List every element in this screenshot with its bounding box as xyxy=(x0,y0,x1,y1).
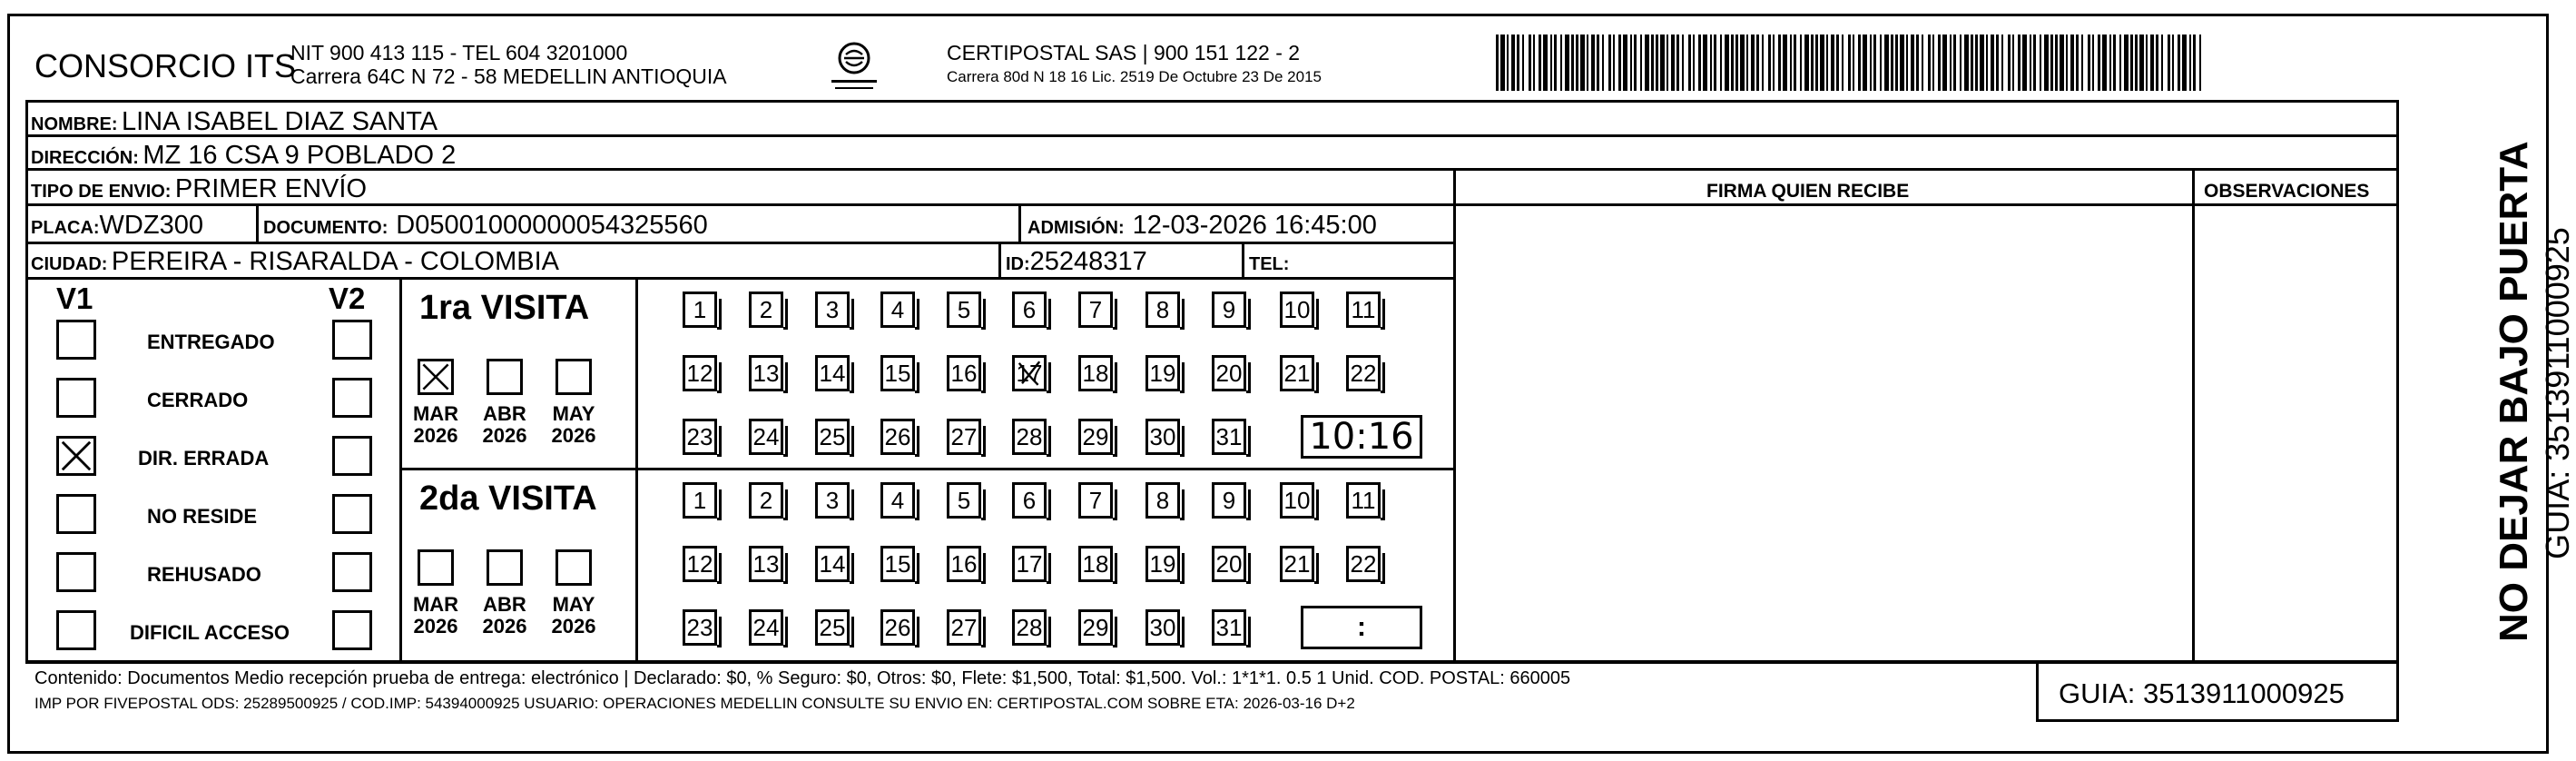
day-box[interactable] xyxy=(1012,546,1047,582)
day-number: 28 xyxy=(1016,422,1043,450)
day-number: 3 xyxy=(825,486,840,514)
day-box[interactable] xyxy=(880,546,915,582)
day-number: 16 xyxy=(950,549,978,578)
day-box[interactable] xyxy=(683,609,717,646)
day-box[interactable] xyxy=(1078,419,1113,455)
day-box[interactable] xyxy=(1280,482,1314,519)
visit-time[interactable]: 10:16 xyxy=(1301,415,1422,459)
day-number: 17 xyxy=(1016,549,1043,578)
name-label: NOMBRE: xyxy=(31,114,118,134)
day-box[interactable] xyxy=(683,546,717,582)
day-number: 15 xyxy=(884,359,911,387)
admission-date: 12-03-2026 16:45:00 xyxy=(1132,211,1377,240)
day-box[interactable] xyxy=(947,419,981,455)
day-number: 7 xyxy=(1088,486,1103,514)
day-number: 11 xyxy=(1351,486,1376,514)
day-box[interactable] xyxy=(749,609,783,646)
day-box[interactable] xyxy=(880,292,915,328)
day-number: 15 xyxy=(884,549,911,578)
day-number: 29 xyxy=(1082,422,1109,450)
day-box[interactable] xyxy=(1212,482,1246,519)
document-number: D05001000000054325560 xyxy=(396,211,708,240)
day-number: 31 xyxy=(1215,422,1243,450)
day-box[interactable] xyxy=(1212,546,1246,582)
month-label: MAR 2026 xyxy=(412,402,459,448)
day-box[interactable] xyxy=(1145,482,1180,519)
day-box[interactable] xyxy=(1280,546,1314,582)
day-box[interactable] xyxy=(1012,419,1047,455)
day-number: 24 xyxy=(752,613,780,641)
v1-checkbox[interactable] xyxy=(56,378,96,418)
day-number: 6 xyxy=(1022,295,1037,323)
day-box[interactable] xyxy=(749,419,783,455)
recipient-name: LINA ISABEL DIAZ SANTA xyxy=(122,107,438,136)
day-number: 4 xyxy=(890,295,905,323)
day-box[interactable] xyxy=(1346,292,1381,328)
side-warning: NO DEJAR BAJO PUERTA xyxy=(2492,141,2536,642)
company-name: CONSORCIO ITS xyxy=(34,47,297,84)
day-box[interactable] xyxy=(683,482,717,519)
day-number: 7 xyxy=(1088,295,1103,323)
status-option-label: DIFICIL ACCESO xyxy=(130,621,290,644)
day-number: 5 xyxy=(957,295,971,323)
day-box[interactable] xyxy=(1145,292,1180,328)
company-nit: NIT 900 413 115 - TEL 604 3201000 xyxy=(290,41,628,64)
recipient-id: 25248317 xyxy=(1029,247,1147,276)
day-box[interactable] xyxy=(815,292,850,328)
ship-type: PRIMER ENVÍO xyxy=(174,174,368,203)
day-box[interactable] xyxy=(1012,482,1047,519)
plate-label: PLACA: xyxy=(31,218,100,238)
day-number: 20 xyxy=(1215,359,1243,387)
company-address: Carrera 64C N 72 - 58 MEDELLIN ANTIOQUIA xyxy=(290,64,727,88)
day-number: 8 xyxy=(1155,486,1170,514)
day-box[interactable] xyxy=(880,355,915,391)
day-number: 5 xyxy=(957,486,971,514)
tel-label: TEL: xyxy=(1249,254,1290,274)
day-number: 24 xyxy=(752,422,780,450)
month-checkbox[interactable] xyxy=(418,359,454,395)
day-number: 27 xyxy=(950,613,978,641)
day-box[interactable] xyxy=(749,292,783,328)
day-number: 28 xyxy=(1016,613,1043,641)
day-box[interactable] xyxy=(1012,355,1047,391)
v2-checkbox[interactable] xyxy=(332,494,372,534)
day-box[interactable] xyxy=(1280,355,1314,391)
day-box[interactable] xyxy=(1078,482,1113,519)
certipostal-logo xyxy=(828,38,880,94)
day-number: 13 xyxy=(752,549,780,578)
day-box[interactable] xyxy=(1145,355,1180,391)
day-box[interactable] xyxy=(749,546,783,582)
day-box[interactable] xyxy=(1212,355,1246,391)
day-box[interactable] xyxy=(749,482,783,519)
day-number: 30 xyxy=(1149,422,1176,450)
day-box[interactable] xyxy=(1078,292,1113,328)
v1-checkbox[interactable] xyxy=(56,494,96,534)
footer-guia: GUIA: 3513911000925 xyxy=(2059,677,2345,709)
month-checkbox[interactable] xyxy=(487,359,523,395)
day-number: 14 xyxy=(819,359,846,387)
day-number: 9 xyxy=(1222,295,1236,323)
day-number: 2 xyxy=(759,486,773,514)
day-box[interactable] xyxy=(880,482,915,519)
day-box[interactable] xyxy=(1145,546,1180,582)
v2-checkbox[interactable] xyxy=(332,378,372,418)
month-label: MAY 2026 xyxy=(551,402,596,448)
day-box[interactable] xyxy=(749,355,783,391)
day-number: 30 xyxy=(1149,613,1176,641)
visit-title: 2da VISITA xyxy=(419,479,597,518)
visit-title: 1ra VISITA xyxy=(419,289,590,327)
carrier-name: CERTIPOSTAL SAS | 900 151 122 - 2 xyxy=(947,41,1301,64)
month-label: ABR 2026 xyxy=(482,402,527,448)
day-box[interactable] xyxy=(947,546,981,582)
city-label: CIUDAD: xyxy=(31,254,108,274)
status-option-label: CERRADO xyxy=(147,389,249,411)
visit-time[interactable]: : xyxy=(1301,606,1422,649)
day-number: 17 xyxy=(1016,359,1043,387)
v1-checkbox[interactable] xyxy=(56,436,96,476)
v2-checkbox[interactable] xyxy=(332,552,372,592)
day-box[interactable] xyxy=(1280,292,1314,328)
address-label: DIRECCIÓN: xyxy=(31,148,139,168)
plate: WDZ300 xyxy=(99,211,203,240)
month-checkbox[interactable] xyxy=(487,549,523,586)
month-checkbox[interactable] xyxy=(418,549,454,586)
day-box[interactable] xyxy=(947,609,981,646)
day-box[interactable] xyxy=(815,482,850,519)
day-number: 11 xyxy=(1351,295,1376,323)
day-box[interactable] xyxy=(815,609,850,646)
day-number: 23 xyxy=(686,422,713,450)
day-number: 19 xyxy=(1149,549,1176,578)
day-box[interactable] xyxy=(880,609,915,646)
day-box[interactable] xyxy=(947,355,981,391)
day-box[interactable] xyxy=(1346,482,1381,519)
document-label: DOCUMENTO: xyxy=(263,218,388,238)
day-number: 14 xyxy=(819,549,846,578)
day-number: 31 xyxy=(1215,613,1243,641)
status-option-label: REHUSADO xyxy=(147,563,261,586)
day-box[interactable] xyxy=(1145,609,1180,646)
day-number: 18 xyxy=(1082,549,1109,578)
day-number: 21 xyxy=(1283,549,1311,578)
day-number: 12 xyxy=(686,549,713,578)
day-number: 18 xyxy=(1082,359,1109,387)
day-box[interactable] xyxy=(1346,546,1381,582)
day-box[interactable] xyxy=(1346,355,1381,391)
day-number: 12 xyxy=(686,359,713,387)
day-number: 6 xyxy=(1022,486,1037,514)
day-number: 20 xyxy=(1215,549,1243,578)
day-box[interactable] xyxy=(683,419,717,455)
day-number: 25 xyxy=(819,422,846,450)
month-label: ABR 2026 xyxy=(482,593,527,638)
footer-print-info: IMP POR FIVEPOSTAL ODS: 25289500925 / COD.IMP: 54394000925 USUARIO: OPERACIONES MEDELLIN CONSULTE SU ENVIO EN: CERTIPOSTAL.COM SOBRE ETA: 2026-03-16 D+2 xyxy=(34,695,1355,712)
id-label: ID: xyxy=(1006,254,1030,274)
v1-label: V1 xyxy=(56,282,93,315)
recipient-address: MZ 16 CSA 9 POBLADO 2 xyxy=(143,141,457,170)
v2-checkbox[interactable] xyxy=(332,436,372,476)
day-number: 22 xyxy=(1350,359,1377,387)
day-number: 3 xyxy=(825,295,840,323)
day-number: 26 xyxy=(884,422,911,450)
day-box[interactable] xyxy=(683,355,717,391)
day-number: 10 xyxy=(1283,486,1311,514)
day-box[interactable] xyxy=(947,482,981,519)
signature-label: FIRMA QUIEN RECIBE xyxy=(1706,181,1910,202)
day-box[interactable] xyxy=(1212,609,1246,646)
footer-content: Contenido: Documentos Medio recepción prueba de entrega: electrónico | Declarado: $0, % Seguro: $0, Otros: $0, Flete: $1,500, Total: $1,500. Vol.: 1*1*1. 0.5 1 Unid. COD. POSTAL: 660005 xyxy=(34,668,1571,688)
day-number: 26 xyxy=(884,613,911,641)
day-number: 21 xyxy=(1283,359,1311,387)
observations-label: OBSERVACIONES xyxy=(2204,181,2370,202)
day-number: 10 xyxy=(1283,295,1311,323)
day-number: 29 xyxy=(1082,613,1109,641)
city: PEREIRA - RISARALDA - COLOMBIA xyxy=(111,247,560,276)
month-label: MAR 2026 xyxy=(412,593,459,638)
day-number: 25 xyxy=(819,613,846,641)
v2-checkbox[interactable] xyxy=(332,320,372,360)
day-box[interactable] xyxy=(947,292,981,328)
month-checkbox[interactable] xyxy=(556,359,592,395)
day-number: 19 xyxy=(1149,359,1176,387)
day-box[interactable] xyxy=(815,419,850,455)
v1-checkbox[interactable] xyxy=(56,552,96,592)
day-box[interactable] xyxy=(1078,546,1113,582)
day-box[interactable] xyxy=(683,292,717,328)
day-number: 2 xyxy=(759,295,773,323)
admission-label: ADMISIÓN: xyxy=(1027,218,1125,238)
ship-type-label: TIPO DE ENVIO: xyxy=(31,182,172,202)
day-number: 13 xyxy=(752,359,780,387)
day-number: 27 xyxy=(950,422,978,450)
day-box[interactable] xyxy=(1212,292,1246,328)
day-box[interactable] xyxy=(815,546,850,582)
side-guia: GUIA: 3513911000925 xyxy=(2539,227,2576,559)
v2-checkbox[interactable] xyxy=(332,610,372,650)
day-check-mark xyxy=(1015,358,1044,389)
day-number: 23 xyxy=(686,613,713,641)
day-number: 22 xyxy=(1350,549,1377,578)
status-option-label: NO RESIDE xyxy=(147,505,258,528)
day-number: 1 xyxy=(693,295,707,323)
day-box[interactable] xyxy=(1012,292,1047,328)
day-box[interactable] xyxy=(1212,419,1246,455)
month-label: MAY 2026 xyxy=(551,593,596,638)
day-number: 4 xyxy=(890,486,905,514)
day-box[interactable] xyxy=(880,419,915,455)
day-number: 9 xyxy=(1222,486,1236,514)
month-checkbox[interactable] xyxy=(556,549,592,586)
v1-checkbox[interactable] xyxy=(56,320,96,360)
day-box[interactable] xyxy=(1145,419,1180,455)
carrier-address: Carrera 80d N 18 16 Lic. 2519 De Octubre 23 De 2015 xyxy=(947,68,1322,85)
status-option-label: ENTREGADO xyxy=(147,331,275,353)
v1-checkbox[interactable] xyxy=(56,610,96,650)
day-number: 8 xyxy=(1155,295,1170,323)
day-box[interactable] xyxy=(1078,355,1113,391)
day-number: 16 xyxy=(950,359,978,387)
day-box[interactable] xyxy=(1012,609,1047,646)
day-box[interactable] xyxy=(815,355,850,391)
day-number: 1 xyxy=(693,486,707,514)
barcode xyxy=(1496,35,2213,91)
day-box[interactable] xyxy=(1078,609,1113,646)
status-option-label: DIR. ERRADA xyxy=(138,447,270,469)
v2-label: V2 xyxy=(329,282,366,315)
